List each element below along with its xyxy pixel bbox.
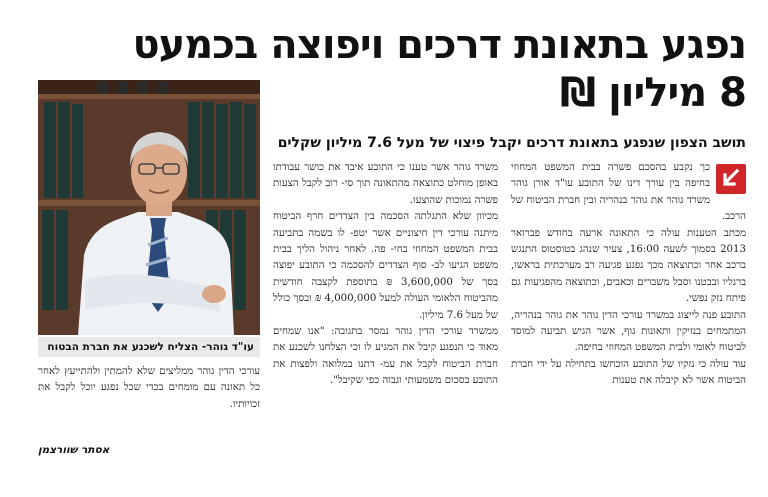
article-column-3 [38,364,260,413]
headline-line-2: 8 מיליון ₪ [559,70,746,116]
paragraph: כך נקבע בהסכם פשרה בבית המשפט המחוזי בחיפה בין עורך דינו של התובע עו"ד אורן גוהר משרד גוהר את גוהר בנהריה ובין חברת הביטוח של הרכב. [511,162,746,223]
paragraph: עוד עולה כי נזקיו של התובע הוכחשו בתחילה על ידי חברת הביטוח אשר לא קיבלה את טענות [511,358,746,387]
byline: אסתר שוורצמן [38,444,110,456]
article-column-1 [511,160,746,390]
paragraph: מכיוון שלא התגלתה הסכמה בין הצדדים חרף הביטוח מיתנה עורכי דין חיצוניים אשר יטפ- לו בשמה בתביעה בבית המשפט המחוזי בחי- פה. לאחר ניהול הליך בבית משפט הגיעו לב- סוף הצדדים להסכמה כי התובע יפוצה בסך של 3,600,000 ₪ בתוספת לקצבה חודשית מהביטוח הלאומי העולה למעל 4,000,000 ₪ ובסך כולל של מעל 7.6 מיליון. [273,211,498,321]
paragraph: התובע פנה לייצוג במשרד עורכי הדין גוהר את גוהר בנהריה, המתמחים בנזיקין ותאונות גוף, אשר הגיש תביעה למוסד לביטוח לאומי ולבית המשפט המחוזי בחיפה. [511,309,746,354]
paragraph: עורכי הדין גוהר ממליצים שלא להמתין ולהתייעץ לאחר כל תאונה עם מומחים בכדי שכל נפגע יוכל לקבל את זכויותיו. [38,366,260,410]
photo-caption: עו"ד גוהר- הצליח לשכנע את חברת הבטוח [38,337,260,357]
paragraph: מכתב הטענות עולה כי התאונה ארעה בחודש פברואר 2013 בסמוך לשעה 16:00, צעיר שנהג בטוסטוס התנגש ברכב אחר וכתוצאה מכך נפגע פגיעה רב מערכתית בראשו, ברגליו ובבטנו וסבל משברים וכאבים, וכתוצאה מהפגיעות גם פיתח נזק נפשי. [511,227,746,305]
lawyer-photo [38,80,260,335]
paragraph: ממשרד עורכי הדין גוהר נמסר בתגובה: "אנו שמחים מאוד כי הנפגע קיבל את המגיע לו וכי הצלחנו לשכנע את חברת הביטוח לקבל את עמ- דתנו במלואה ולפצות את התובע בסכום משמעותי וגבוה כפי שקיבל". [273,326,498,387]
article-column-2 [273,160,498,390]
subheadline: תושב הצפון שנפגע בתאונת דרכים יקבל פיצוי של מעל 7.6 מיליון שקלים [277,135,746,151]
paragraph: משרד גוהר אשר טענו כי התובע איבד את כושר עבודתו באופן מוחלט כתוצאה מהתאונה תוך סי- רוב לקבל הצעות פשרה נמוכות שהוצעו. [273,162,498,206]
arrow-down-left-icon [716,164,746,194]
headline-line-1: נפגע בתאונת דרכים ויפוצה בכמעט [132,22,746,68]
